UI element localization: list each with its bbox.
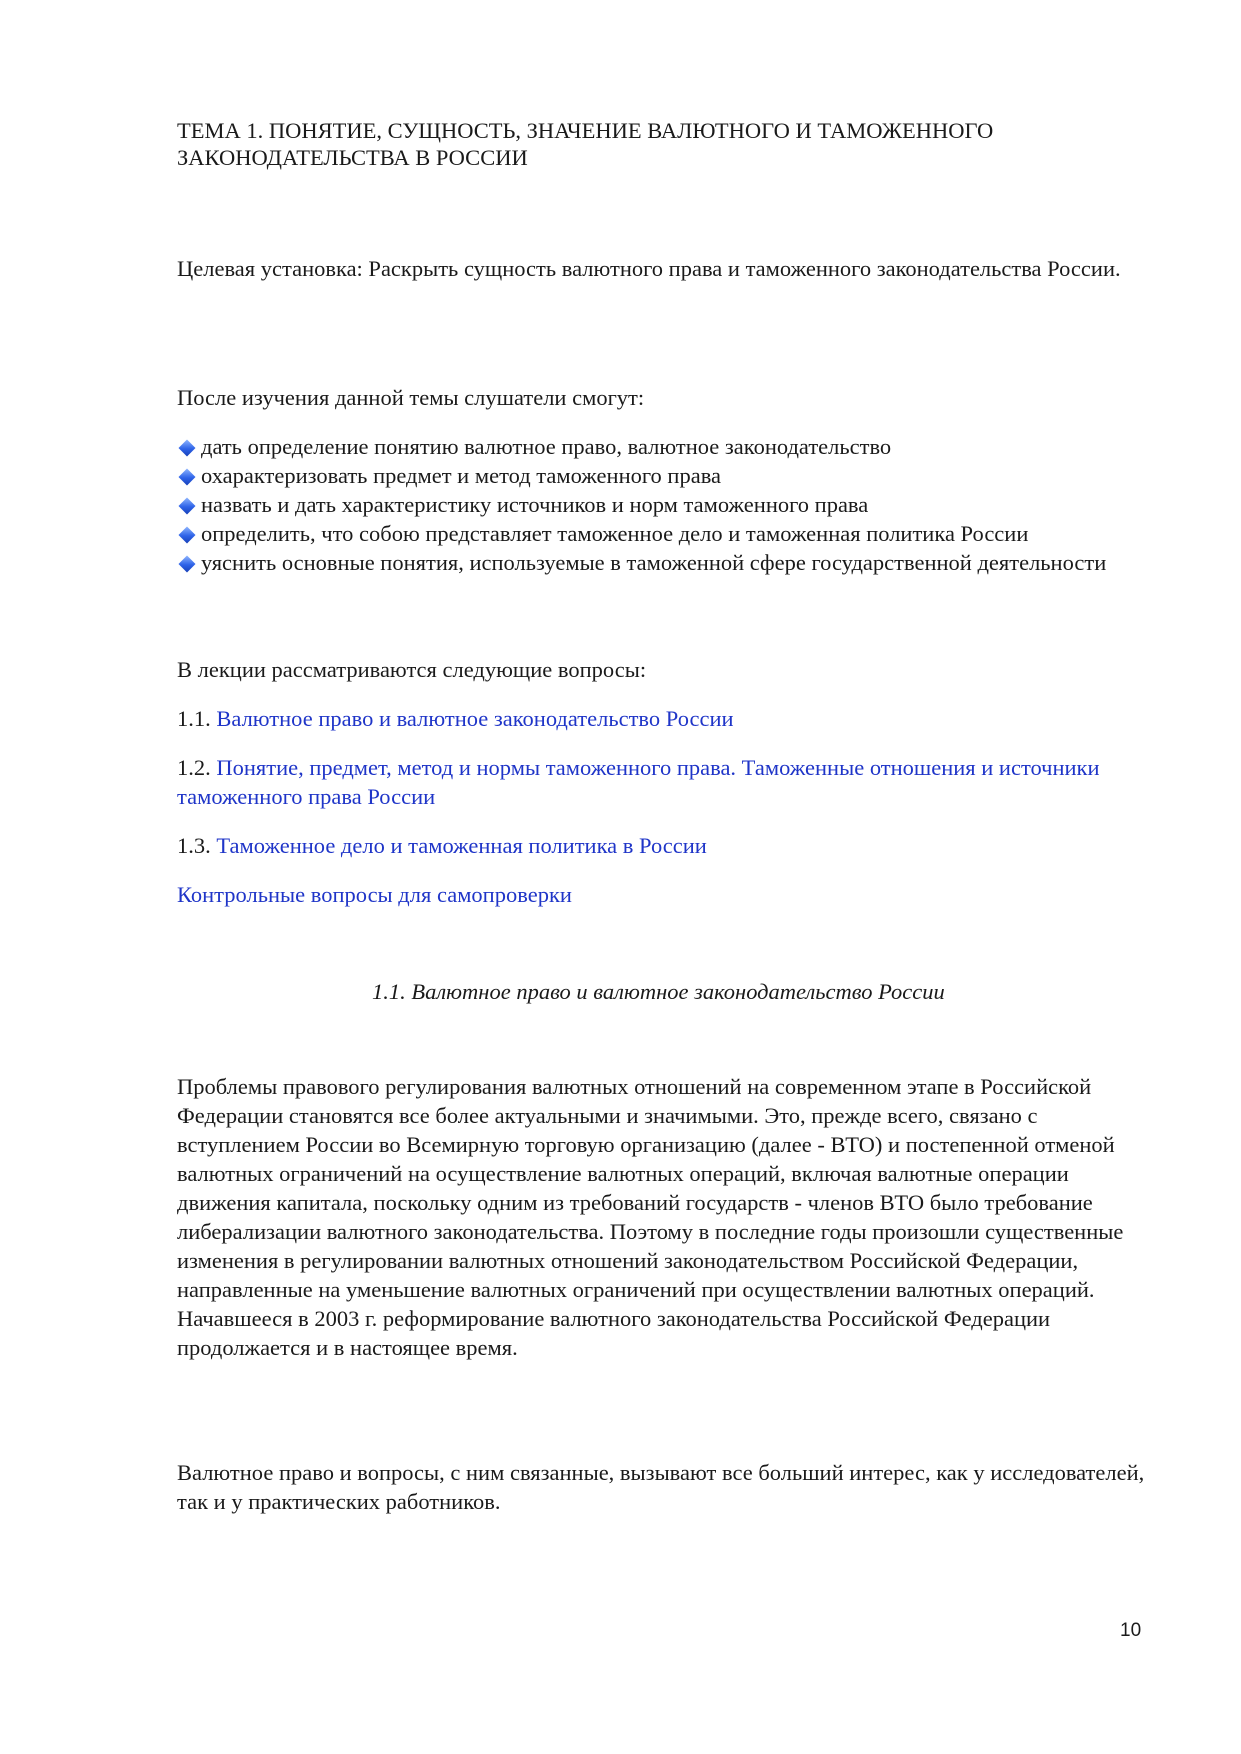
blue-diamond-bullet-icon [179, 556, 196, 573]
blue-diamond-bullet-icon [179, 527, 196, 544]
section-heading: 1.1. Валютное право и валютное законодательство России [372, 979, 945, 1004]
self-check-link[interactable]: Контрольные вопросы для самопроверки [177, 882, 572, 907]
goal-statement: Целевая установка: Раскрыть сущность валютного права и таможенного законодательства России. [177, 256, 1121, 281]
list-item: охарактеризовать предмет и метод таможенного права [177, 461, 1157, 490]
body-paragraph-2: Валютное право и вопросы, с ним связанные, вызывают все больший интерес, как у исследователей, так и у практических работников. [177, 1460, 1145, 1514]
question-link-1-2[interactable]: Понятие, предмет, метод и нормы таможенного права. Таможенные отношения и источники таможенного права России [177, 755, 1100, 809]
blue-diamond-bullet-icon [179, 469, 196, 486]
list-item: уяснить основные понятия, используемые в таможенной сфере государственной деятельности [177, 548, 1157, 577]
page-number: 10 [1120, 1620, 1142, 1641]
questions-intro: В лекции рассматриваются следующие вопросы: [177, 657, 647, 682]
page-title: ТЕМА 1. ПОНЯТИЕ, СУЩНОСТЬ, ЗНАЧЕНИЕ ВАЛЮТНОГО И ТАМОЖЕННОГО ЗАКОНОДАТЕЛЬСТВА В РОССИИ [177, 118, 994, 170]
blue-diamond-bullet-icon [179, 440, 196, 457]
list-item: дать определение понятию валютное право, валютное законодательство [177, 432, 1157, 461]
question-link-1-3[interactable]: Таможенное дело и таможенная политика в России [216, 833, 707, 858]
list-item: определить, что собою представляет таможенное дело и таможенная политика России [177, 519, 1157, 548]
question-1-2: 1.2. Понятие, предмет, метод и нормы таможенного права. Таможенные отношения и источники таможенного права России [177, 755, 1100, 809]
after-study-text: После изучения данной темы слушатели смогут: [177, 385, 645, 410]
question-link-1-1[interactable]: Валютное право и валютное законодательство России [216, 706, 734, 731]
list-item: назвать и дать характеристику источников и норм таможенного права [177, 490, 1157, 519]
body-paragraph-1: Проблемы правового регулирования валютных отношений на современном этапе в Российской Федерации становятся все более актуальными и значимыми. Это, прежде всего, связано с вступлением России во Всемирную торговую организацию (далее - ВТО) и постепенной отменой валютных ограничений на осуществление валютных операций, включая валютные операции движения капитала, поскольку одним из требований государств - членов ВТО было требование либерализации валютного законодательства. Поэтому в последние годы произошли существенные изменения в регулировании валютных отношений законодательством Российской Федерации, направленные на уменьшение валютных ограничений при осуществлении валютных операций. Начавшееся в 2003 г. реформирование валютного законодательства Российской Федерации продолжается и в настоящее время. [177, 1074, 1124, 1360]
self-check-questions [177, 880, 1157, 909]
question-1-1: 1.1. Валютное право и валютное законодательство России [177, 706, 734, 731]
outcomes-list [177, 432, 1157, 577]
blue-diamond-bullet-icon [179, 498, 196, 515]
question-1-3: 1.3. Таможенное дело и таможенная политика в России [177, 833, 707, 858]
